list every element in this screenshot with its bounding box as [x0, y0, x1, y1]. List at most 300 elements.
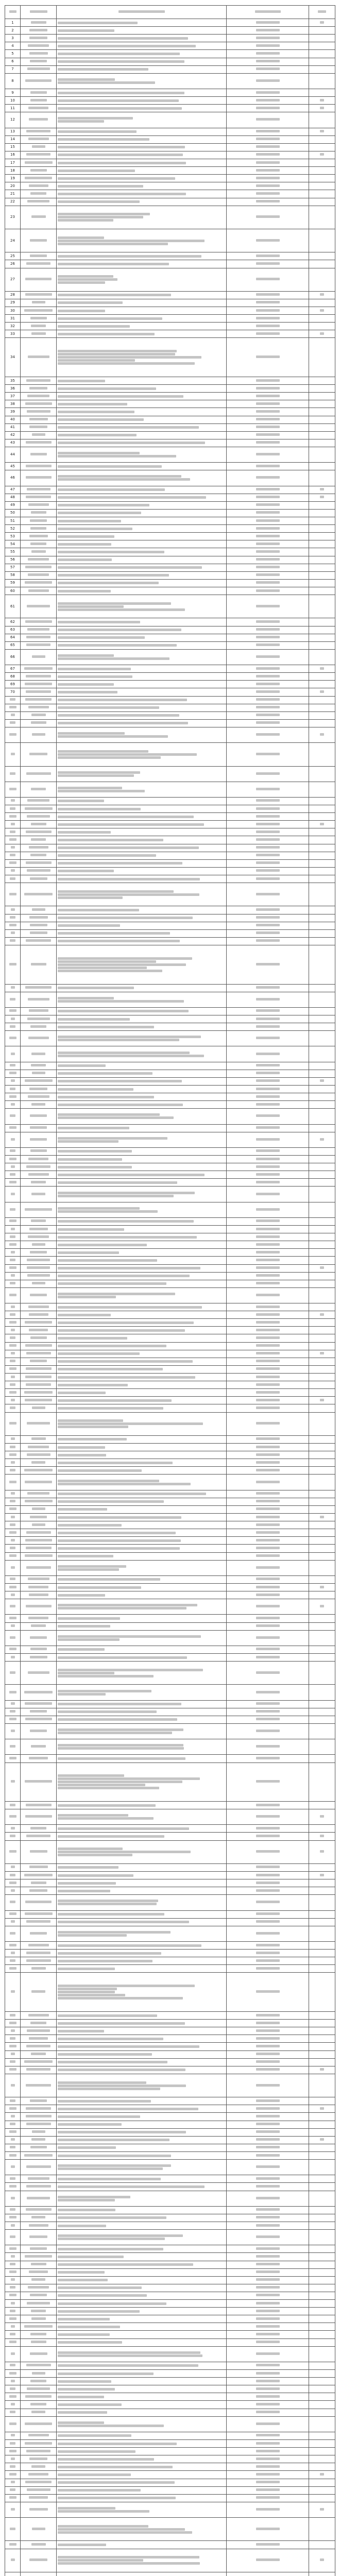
- table-row: [5, 1007, 335, 1015]
- placeholder-text: [11, 2084, 15, 2087]
- cell-note: [309, 1435, 335, 1443]
- placeholder-text: [29, 753, 47, 755]
- placeholder-text: [58, 177, 175, 180]
- table-row: [5, 2331, 335, 2338]
- cell-date: [227, 2276, 309, 2284]
- cell-note: [309, 1202, 335, 1217]
- placeholder-text: [26, 636, 50, 638]
- cell-serial: 25: [5, 252, 21, 260]
- cell-scope: [57, 719, 227, 727]
- placeholder-text: [58, 2256, 124, 2258]
- placeholder-text: [256, 476, 280, 479]
- cell-note: [309, 2276, 335, 2284]
- cell-name: [21, 1389, 57, 1397]
- table-row: [5, 1879, 335, 1887]
- cell-serial: 63: [5, 626, 21, 634]
- cell-note: [309, 447, 335, 463]
- cell-scope: [57, 1887, 227, 1895]
- cell-name: [21, 533, 57, 540]
- cell-scope: [57, 2370, 227, 2378]
- cell-note: [309, 463, 335, 470]
- table-row: [5, 50, 335, 58]
- placeholder-text: [256, 2247, 280, 2250]
- placeholder-text: [256, 698, 280, 701]
- placeholder-text: [32, 433, 45, 436]
- cell-note: [309, 509, 335, 517]
- placeholder-text: [58, 1018, 130, 1021]
- cell-note: [309, 1552, 335, 1560]
- cell-date: [227, 696, 309, 704]
- placeholder-text: [58, 2131, 186, 2133]
- placeholder-text: [10, 772, 15, 775]
- cell-note: [309, 1622, 335, 1630]
- cell-date: [227, 2549, 309, 2572]
- table-row: [5, 128, 335, 135]
- table-row: [5, 2121, 335, 2128]
- cell-scope: [57, 2027, 227, 2035]
- table-row: [5, 423, 335, 431]
- cell-date: [227, 929, 309, 937]
- cell-scope: [57, 688, 227, 696]
- cell-serial: 33: [5, 330, 21, 338]
- placeholder-text: [58, 774, 134, 777]
- placeholder-text: [58, 2559, 143, 2562]
- placeholder-text: [58, 1710, 157, 1713]
- table-row: [5, 1833, 335, 1840]
- placeholder-text: [26, 861, 52, 864]
- cell-date: [227, 260, 309, 268]
- cell-name: [21, 1109, 57, 1124]
- placeholder-text: [58, 395, 183, 398]
- cell-name: [21, 883, 57, 906]
- cell-note: [309, 517, 335, 525]
- placeholder-text: [28, 2286, 49, 2289]
- placeholder-text: [58, 2556, 199, 2558]
- cell-name: [21, 922, 57, 929]
- table-row: [5, 19, 335, 27]
- cell-date: [227, 2027, 309, 2035]
- cell-note: [309, 27, 335, 35]
- cell-date: [227, 984, 309, 992]
- placeholder-text: [25, 807, 53, 810]
- cell-note: [309, 2020, 335, 2027]
- cell-scope: [57, 797, 227, 805]
- placeholder-text: [26, 441, 52, 444]
- table-row: [5, 1062, 335, 1070]
- table-row: [5, 1435, 335, 1443]
- placeholder-text: [256, 91, 280, 94]
- placeholder-text: [256, 566, 280, 568]
- cell-serial: [5, 844, 21, 852]
- cell-serial: [5, 1155, 21, 1163]
- placeholder-text: [24, 1691, 53, 1693]
- cell-note: [309, 1365, 335, 1373]
- cell-name: [21, 1973, 57, 2012]
- cell-name: [21, 260, 57, 268]
- cell-serial: [5, 1358, 21, 1365]
- cell-serial: [5, 2066, 21, 2074]
- table-row: [5, 2401, 335, 2409]
- cell-note: [309, 1109, 335, 1124]
- placeholder-text: [58, 1625, 110, 1628]
- cell-note: [309, 2471, 335, 2479]
- placeholder-text: [29, 387, 47, 389]
- cell-note: [309, 1708, 335, 1716]
- cell-scope: [57, 198, 227, 206]
- table-row: [5, 2144, 335, 2151]
- cell-serial: [5, 2393, 21, 2401]
- cell-name: [21, 2121, 57, 2128]
- table-row: [5, 1249, 335, 1257]
- cell-date: [227, 1599, 309, 1615]
- placeholder-text: [26, 1920, 50, 1923]
- cell-note: [309, 1467, 335, 1475]
- placeholder-text: [58, 2164, 171, 2167]
- placeholder-text: [256, 1181, 280, 1183]
- table-row: [5, 1560, 335, 1575]
- placeholder-text: [9, 1617, 16, 1619]
- table-row: [5, 2292, 335, 2299]
- cell-note: [309, 540, 335, 548]
- placeholder-text: [256, 527, 280, 530]
- cell-serial: [5, 914, 21, 922]
- table-row: [5, 2160, 335, 2175]
- cell-date: [227, 268, 309, 291]
- placeholder-text: [10, 1173, 15, 1176]
- cell-date: [227, 2323, 309, 2331]
- placeholder-text: [9, 2045, 16, 2047]
- cell-date: [227, 922, 309, 929]
- cell-name: [21, 1249, 57, 1257]
- placeholder-text: [10, 1835, 15, 1837]
- table-row: [5, 1505, 335, 1513]
- placeholder-text: [256, 325, 280, 327]
- placeholder-text: [58, 1026, 154, 1028]
- placeholder-text: [256, 1901, 280, 1903]
- cell-serial: [5, 1545, 21, 1552]
- cell-name: [21, 914, 57, 922]
- placeholder-text: [256, 1578, 280, 1580]
- cell-serial: [5, 1646, 21, 1653]
- cell-note: [309, 673, 335, 681]
- placeholder-text: [58, 2466, 173, 2468]
- table-row: [5, 1973, 335, 2012]
- table-row: [5, 2175, 335, 2183]
- cell-serial: [5, 1233, 21, 1241]
- cell-note: [309, 1327, 335, 1334]
- cell-note: [309, 1264, 335, 1272]
- table-row: [5, 268, 335, 291]
- placeholder-text: [10, 1500, 15, 1502]
- placeholder-text: [256, 1274, 280, 1277]
- cell-scope: [57, 1451, 227, 1459]
- cell-scope: [57, 2486, 227, 2494]
- placeholder-text: [9, 893, 16, 895]
- placeholder-text: [10, 2310, 15, 2312]
- placeholder-text: [256, 2465, 280, 2468]
- cell-name: [21, 945, 57, 985]
- cell-name: [21, 50, 57, 58]
- cell-name: [21, 1358, 57, 1365]
- placeholder-text: [32, 1507, 45, 1510]
- cell-name: [21, 501, 57, 509]
- placeholder-text: [10, 1901, 15, 1903]
- placeholder-text: [9, 1453, 16, 1456]
- cell-scope: [57, 2276, 227, 2284]
- cell-date: [227, 1662, 309, 1685]
- cell-note: [309, 618, 335, 626]
- cell-name: [21, 1233, 57, 1241]
- placeholder-text: [256, 1053, 280, 1055]
- cell-serial: [5, 2346, 21, 2362]
- placeholder-text: [58, 350, 177, 352]
- placeholder-text: [26, 1959, 51, 1962]
- table-row: [5, 805, 335, 813]
- cell-note: [309, 1723, 335, 1739]
- cell-date: [227, 1303, 309, 1311]
- placeholder-text: [30, 1360, 47, 1362]
- cell-serial: [5, 1825, 21, 1833]
- placeholder-text: [256, 1313, 280, 1316]
- placeholder-text: [30, 60, 47, 62]
- placeholder-text: [10, 939, 15, 942]
- placeholder-text: [29, 2496, 48, 2499]
- cell-note: [309, 782, 335, 797]
- placeholder-text: [256, 1554, 280, 1557]
- placeholder-text: [256, 2197, 280, 2199]
- cell-serial: 21: [5, 190, 21, 198]
- cell-scope: [57, 182, 227, 190]
- placeholder-text: [256, 2037, 280, 2040]
- cell-serial: [5, 1327, 21, 1334]
- cell-scope: [57, 649, 227, 665]
- placeholder-text: [58, 117, 133, 120]
- cell-scope: [57, 338, 227, 377]
- table-row: [5, 1942, 335, 1950]
- cell-serial: [5, 1942, 21, 1950]
- placeholder-text: [256, 301, 280, 303]
- placeholder-text: [58, 1890, 110, 1892]
- cell-serial: 13: [5, 128, 21, 135]
- cell-note: [309, 1217, 335, 1225]
- cell-date: [227, 252, 309, 260]
- cell-name: [21, 1101, 57, 1109]
- placeholder-text: [9, 1422, 16, 1425]
- cell-serial: [5, 1264, 21, 1272]
- cell-serial: [5, 1179, 21, 1187]
- cell-serial: 39: [5, 408, 21, 416]
- placeholder-text: [256, 278, 280, 280]
- placeholder-text: [28, 1944, 49, 1946]
- cell-serial: [5, 1957, 21, 1965]
- placeholder-text: [27, 410, 50, 413]
- placeholder-text: [58, 380, 105, 382]
- cell-note: [309, 556, 335, 564]
- cell-date: [227, 338, 309, 377]
- placeholder-text: [25, 2395, 52, 2398]
- cell-name: [21, 112, 57, 128]
- placeholder-text: [256, 1321, 280, 1324]
- placeholder-text: [31, 215, 46, 218]
- table-row: [5, 1124, 335, 1132]
- cell-scope: [57, 548, 227, 556]
- cell-scope: [57, 1895, 227, 1910]
- cell-date: [227, 2074, 309, 2097]
- placeholder-text: [58, 1480, 159, 1482]
- cell-name: [21, 1475, 57, 1490]
- cell-scope: [57, 494, 227, 501]
- placeholder-text: [26, 379, 50, 382]
- table-row: [5, 626, 335, 634]
- cell-serial: [5, 1287, 21, 1303]
- cell-date: [227, 2494, 309, 2502]
- cell-date: [227, 1467, 309, 1475]
- table-row: [5, 1498, 335, 1505]
- placeholder-text: [10, 1469, 15, 1471]
- cell-serial: 37: [5, 393, 21, 400]
- cell-serial: 46: [5, 470, 21, 486]
- cell-serial: [5, 1031, 21, 1046]
- placeholder-text: [9, 1243, 16, 1246]
- cell-date: [227, 1179, 309, 1187]
- cell-name: [21, 2541, 57, 2549]
- cell-note: [309, 2401, 335, 2409]
- cell-name: [21, 1809, 57, 1825]
- placeholder-text: [32, 301, 45, 303]
- cell-date: [227, 1863, 309, 1871]
- placeholder-text: [9, 1181, 16, 1183]
- cell-date: [227, 525, 309, 533]
- placeholder-text: [11, 1920, 15, 1923]
- table-row: [5, 1412, 335, 1435]
- placeholder-text: [26, 2068, 50, 2071]
- placeholder-text: [58, 2354, 202, 2357]
- placeholder-text: [58, 1814, 128, 1817]
- cell-serial: [5, 1397, 21, 1404]
- cell-name: [21, 151, 57, 159]
- placeholder-text: [58, 359, 135, 362]
- table-row: [5, 859, 335, 867]
- cell-name: [21, 1708, 57, 1716]
- cell-date: [227, 626, 309, 634]
- cell-serial: [5, 1046, 21, 1062]
- cell-note: [309, 649, 335, 665]
- cell-note: [309, 1910, 335, 1918]
- cell-note: [309, 696, 335, 704]
- cell-scope: [57, 2183, 227, 2191]
- table-row: [5, 704, 335, 711]
- cell-date: [227, 805, 309, 813]
- cell-serial: [5, 805, 21, 813]
- cell-name: [21, 1319, 57, 1327]
- placeholder-text: [58, 1787, 159, 1789]
- placeholder-text: [31, 2263, 46, 2265]
- placeholder-text: [256, 2115, 280, 2117]
- placeholder-text: [256, 293, 280, 296]
- cell-serial: [5, 1863, 21, 1871]
- placeholder-text: [256, 1383, 280, 1386]
- placeholder-text: [256, 1336, 280, 1339]
- cell-name: [21, 1653, 57, 1661]
- placeholder-text: [26, 1165, 50, 1168]
- placeholder-text: [10, 1523, 15, 1526]
- cell-scope: [57, 1412, 227, 1435]
- cell-note: [309, 579, 335, 587]
- cell-date: [227, 2315, 309, 2323]
- table-row: [5, 2058, 335, 2066]
- cell-scope: [57, 2222, 227, 2229]
- table-row: [5, 159, 335, 166]
- cell-name: [21, 2105, 57, 2113]
- cell-serial: [5, 821, 21, 828]
- placeholder-text: [26, 2084, 51, 2087]
- cell-date: [227, 2151, 309, 2159]
- placeholder-text: [256, 1126, 280, 1129]
- cell-name: [21, 1467, 57, 1475]
- cell-date: [227, 2572, 309, 2576]
- cell-scope: [57, 2012, 227, 2020]
- placeholder-text: [256, 465, 280, 467]
- cell-scope: [57, 1179, 227, 1187]
- cell-note: [309, 307, 335, 315]
- cell-scope: [57, 821, 227, 828]
- cell-name: [21, 634, 57, 641]
- cell-note: [309, 548, 335, 556]
- placeholder-text: [9, 1757, 16, 1759]
- placeholder-text: [25, 1500, 53, 1502]
- cell-date: [227, 1031, 309, 1046]
- placeholder-text: [58, 426, 199, 429]
- table-row: [5, 2346, 335, 2362]
- placeholder-text: [256, 177, 280, 179]
- table-row: [5, 323, 335, 330]
- cell-name: [21, 711, 57, 719]
- cell-scope: [57, 190, 227, 198]
- table-row: [5, 618, 335, 626]
- cell-scope: [57, 1708, 227, 1716]
- placeholder-text: [9, 2068, 16, 2071]
- cell-scope: [57, 1077, 227, 1085]
- cell-date: [227, 813, 309, 821]
- cell-serial: [5, 1342, 21, 1350]
- cell-date: [227, 2292, 309, 2299]
- placeholder-text: [58, 1321, 194, 1324]
- cell-serial: 12: [5, 112, 21, 128]
- placeholder-text: [58, 60, 184, 63]
- cell-date: [227, 2471, 309, 2479]
- cell-note: [309, 1031, 335, 1046]
- table-row: [5, 1397, 335, 1404]
- cell-serial: [5, 1505, 21, 1513]
- placeholder-text: [320, 21, 324, 24]
- cell-date: [227, 2191, 309, 2206]
- cell-date: [227, 470, 309, 486]
- placeholder-text: [58, 236, 104, 239]
- table-row: [5, 883, 335, 906]
- cell-date: [227, 1840, 309, 1863]
- placeholder-text: [256, 1636, 280, 1639]
- placeholder-text: [58, 535, 114, 538]
- table-row: [5, 2518, 335, 2541]
- placeholder-text: [58, 987, 134, 989]
- cell-scope: [57, 315, 227, 323]
- placeholder-text: [9, 2341, 16, 2343]
- cell-serial: [5, 2253, 21, 2261]
- cell-note: [309, 1833, 335, 1840]
- cell-date: [227, 1918, 309, 1926]
- cell-name: [21, 673, 57, 681]
- placeholder-text: [320, 823, 324, 825]
